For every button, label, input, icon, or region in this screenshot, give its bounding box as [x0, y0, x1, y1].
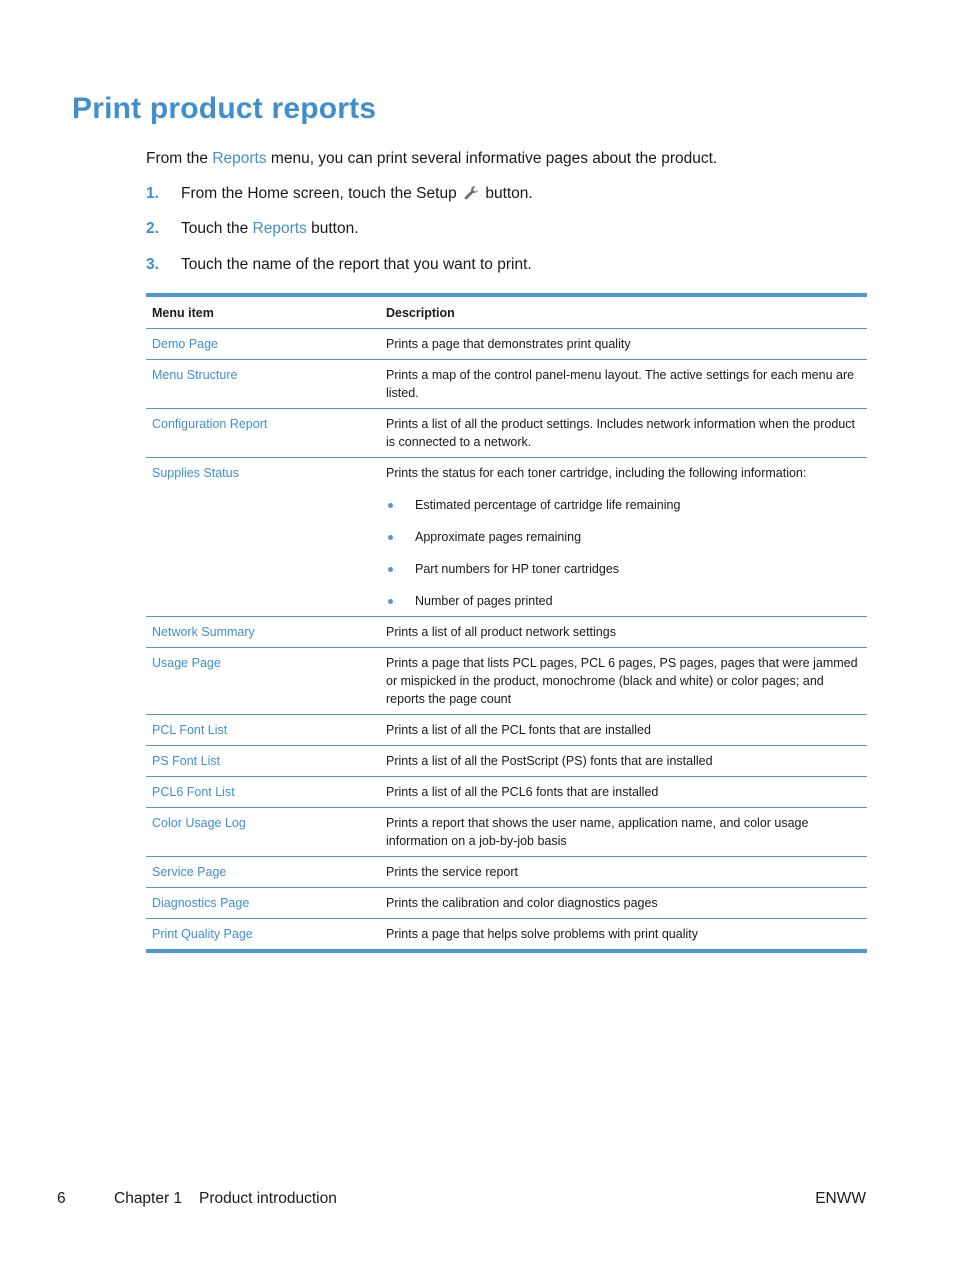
- reports-menu-link[interactable]: Reports: [212, 150, 267, 167]
- table-row: [146, 648, 867, 715]
- step-text: Touch the name of the report that you want to print.: [181, 256, 532, 273]
- row-description: Prints a report that shows the user name, application name, and color usage information on a job-by-job basis: [386, 816, 809, 848]
- table-row: [146, 777, 867, 808]
- menu-item-pcl-font-list[interactable]: PCL Font List: [152, 723, 228, 737]
- row-description: Prints a list of all the PCL6 fonts that are installed: [386, 785, 659, 799]
- reports-table: [146, 293, 867, 953]
- table-row: [146, 409, 867, 458]
- row-description: Prints a page that lists PCL pages, PCL 6 pages, PS pages, pages that were jammed or mispicked in the product, monochrome (black and white) or color pages; and reports the page count: [386, 656, 858, 706]
- bullet-item: Approximate pages remaining: [386, 528, 861, 546]
- step-text-after: button.: [311, 220, 359, 237]
- bullet-item: Part numbers for HP toner cartridges: [386, 560, 861, 578]
- table-row: [146, 617, 867, 648]
- step-text-before: Touch the: [181, 220, 249, 237]
- menu-item-ps-font-list[interactable]: PS Font List: [152, 754, 221, 768]
- menu-item-pcl6-font-list[interactable]: PCL6 Font List: [152, 785, 235, 799]
- row-description: Prints a list of all the PostScript (PS) fonts that are installed: [386, 754, 713, 768]
- wrench-icon: [463, 185, 479, 207]
- row-description-text: Prints the status for each toner cartridge, including the following information:: [386, 466, 807, 480]
- step-text: [181, 219, 359, 239]
- table-row: [146, 888, 867, 919]
- row-description: Prints a list of all the product settings. Includes network information when the product is connected to a network.: [386, 417, 855, 449]
- header-menu-item: Menu item: [152, 305, 214, 320]
- row-description: Prints a list of all product network settings: [386, 625, 616, 639]
- reports-button-link[interactable]: Reports: [252, 220, 307, 237]
- bullet-item: Estimated percentage of cartridge life remaining: [386, 496, 861, 514]
- menu-item-usage-page[interactable]: Usage Page: [152, 656, 221, 670]
- menu-item-color-usage-log[interactable]: Color Usage Log: [152, 816, 246, 830]
- table-row: [146, 360, 867, 409]
- menu-item-diagnostics-page[interactable]: Diagnostics Page: [152, 896, 250, 910]
- bullet-item: Number of pages printed: [386, 592, 861, 610]
- footer-code: ENWW: [815, 1190, 866, 1207]
- page-title: Print product reports: [72, 92, 377, 125]
- table-row: [146, 919, 867, 949]
- step-number: 1.: [146, 185, 159, 202]
- intro-paragraph: [146, 149, 717, 169]
- bullet-list: [386, 496, 861, 610]
- table-header: [146, 297, 867, 329]
- menu-item-network-summary[interactable]: Network Summary: [152, 625, 255, 639]
- menu-item-demo-page[interactable]: Demo Page: [152, 337, 219, 351]
- intro-text-before: From the: [146, 150, 209, 167]
- footer-chapter: Chapter 1: [114, 1190, 183, 1207]
- menu-item-print-quality-page[interactable]: Print Quality Page: [152, 927, 253, 941]
- row-description: Prints a page that helps solve problems with print quality: [386, 927, 698, 941]
- step-number: 2.: [146, 220, 159, 237]
- table-row: [146, 715, 867, 746]
- table-row: [146, 808, 867, 857]
- table-row: [146, 857, 867, 888]
- menu-item-menu-structure[interactable]: Menu Structure: [152, 368, 238, 382]
- row-description: Prints a list of all the PCL fonts that are installed: [386, 723, 651, 737]
- menu-item-service-page[interactable]: Service Page: [152, 865, 227, 879]
- row-description: Prints the service report: [386, 865, 518, 879]
- step-text-before: From the Home screen, touch the Setup: [181, 185, 457, 202]
- intro-text-after: menu, you can print several informative pages about the product.: [270, 150, 718, 167]
- row-description: Prints a page that demonstrates print quality: [386, 337, 631, 351]
- menu-item-configuration-report[interactable]: Configuration Report: [152, 417, 268, 431]
- step-number: 3.: [146, 256, 159, 273]
- row-description: Prints a map of the control panel-menu layout. The active settings for each menu are listed.: [386, 368, 855, 400]
- menu-item-supplies-status[interactable]: Supplies Status: [152, 466, 239, 480]
- table-row: [146, 458, 867, 617]
- footer-page-number: 6: [57, 1190, 66, 1207]
- row-description: Prints the calibration and color diagnostics pages: [386, 896, 658, 910]
- table-row: [146, 329, 867, 360]
- header-description: Description: [386, 305, 455, 320]
- table-row: [146, 746, 867, 777]
- footer-section: Product introduction: [199, 1190, 337, 1207]
- row-description: [386, 458, 867, 616]
- step-text: [181, 184, 533, 207]
- step-text-after: button.: [485, 185, 533, 202]
